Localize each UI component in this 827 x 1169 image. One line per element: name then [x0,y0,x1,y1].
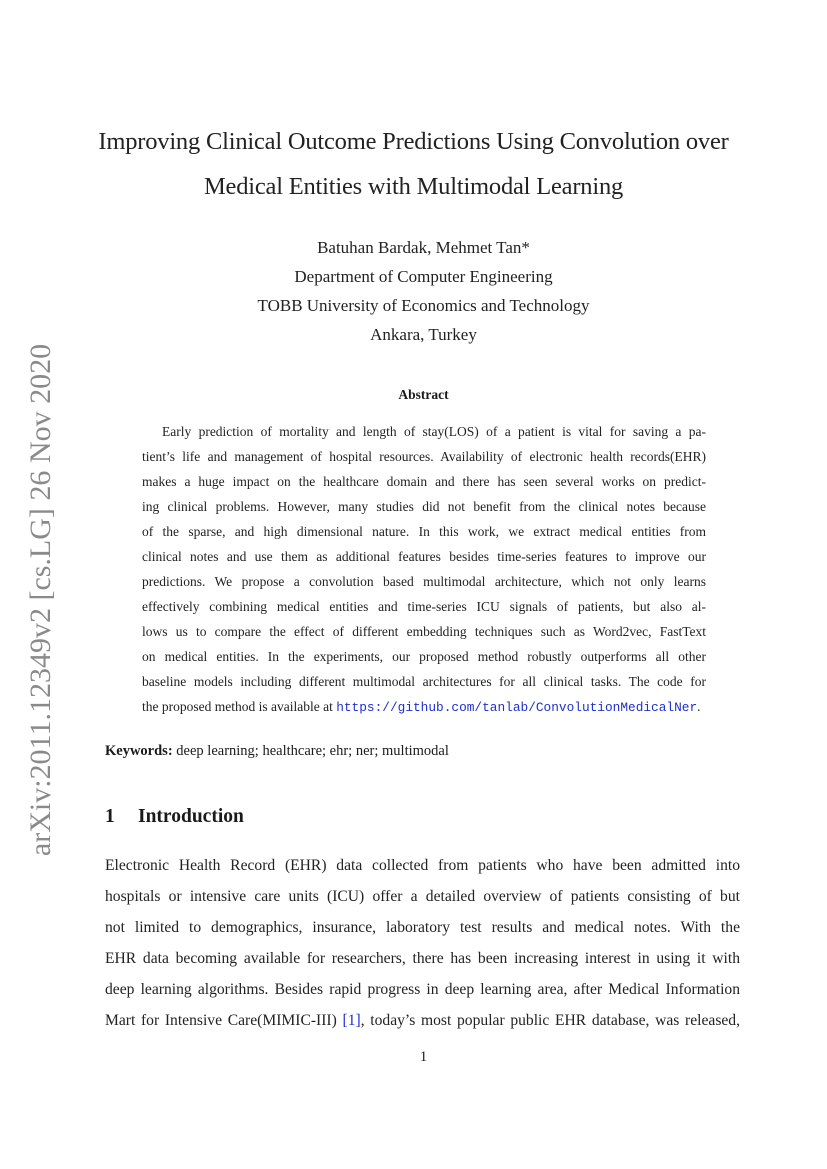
author-location: Ankara, Turkey [370,325,477,344]
intro-line: not limited to demographics, insurance, laboratory test results and medical notes. With the [105,919,740,936]
abstract-line: makes a huge impact on the healthcare domain and there has seen several works on predict- [142,474,706,489]
abstract-last-line-suffix: . [697,699,701,714]
abstract-heading: Abstract [398,387,449,402]
abstract-line: baseline models including different multimodal architectures for all clinical tasks. The code for [142,674,706,689]
keywords-label: Keywords: [105,743,173,759]
abstract-line: of the sparse, and high dimensional nature. In this work, we extract medical entities from [142,524,706,539]
abstract-line: ing clinical problems. However, many studies did not benefit from the clinical notes because [142,499,706,514]
keywords [105,743,449,760]
intro-last-line-suffix: , today’s most popular public EHR database, was released, [360,1012,741,1029]
section-number: 1 [105,806,115,827]
intro-line: Electronic Health Record (EHR) data collected from patients who have been admitted into [105,857,740,874]
intro-line: deep learning algorithms. Besides rapid progress in deep learning area, after Medical Information [105,981,740,998]
author-names: Batuhan Bardak, Mehmet Tan* [317,238,530,257]
abstract-line: clinical notes and use them as additional features besides time-series features to improve our [142,549,706,564]
abstract-line: effectively combining medical entities and time-series ICU signals of patients, but also al- [142,599,706,614]
page-number: 1 [419,1049,428,1065]
keywords-value: deep learning; healthcare; ehr; ner; multimodal [172,743,449,759]
paper-title-line-2: Medical Entities with Multimodal Learning [203,173,624,200]
abstract-line [142,699,706,715]
author-university: TOBB University of Economics and Technology [257,296,590,315]
paper-title-line-1: Improving Clinical Outcome Predictions Using Convolution over [98,128,729,155]
abstract-line: predictions. We propose a convolution based multimodal architecture, which not only learns [142,574,706,589]
section-title: Introduction [138,806,244,827]
abstract-last-line-prefix: the proposed method is available at [142,699,337,714]
abstract-line: lows us to compare the effect of different embedding techniques such as Word2vec, FastText [142,624,706,639]
intro-line [105,1012,740,1030]
author-department: Department of Computer Engineering [294,267,553,286]
section-heading-introduction [105,806,244,828]
intro-last-line-prefix: Mart for Intensive Care(MIMIC-III) [105,1012,343,1029]
citation-link[interactable]: [1] [342,1012,361,1029]
github-link[interactable]: https://github.com/tanlab/ConvolutionMedicalNer [336,700,698,715]
intro-line: hospitals or intensive care units (ICU) offer a detailed overview of patients consisting of but [105,888,740,905]
intro-line: EHR data becoming available for researchers, there has been increasing interest in using it with [105,950,740,967]
abstract-line: tient’s life and management of hospital resources. Availability of electronic health records(EHR) [142,449,706,464]
abstract-line: Early prediction of mortality and length of stay(LOS) of a patient is vital for saving a pa- [162,424,706,439]
arxiv-watermark: arXiv:2011.12349v2 [cs.LG] 26 Nov 2020 [24,343,57,857]
abstract-line: on medical entities. In the experiments, our proposed method robustly outperforms all other [142,649,706,664]
